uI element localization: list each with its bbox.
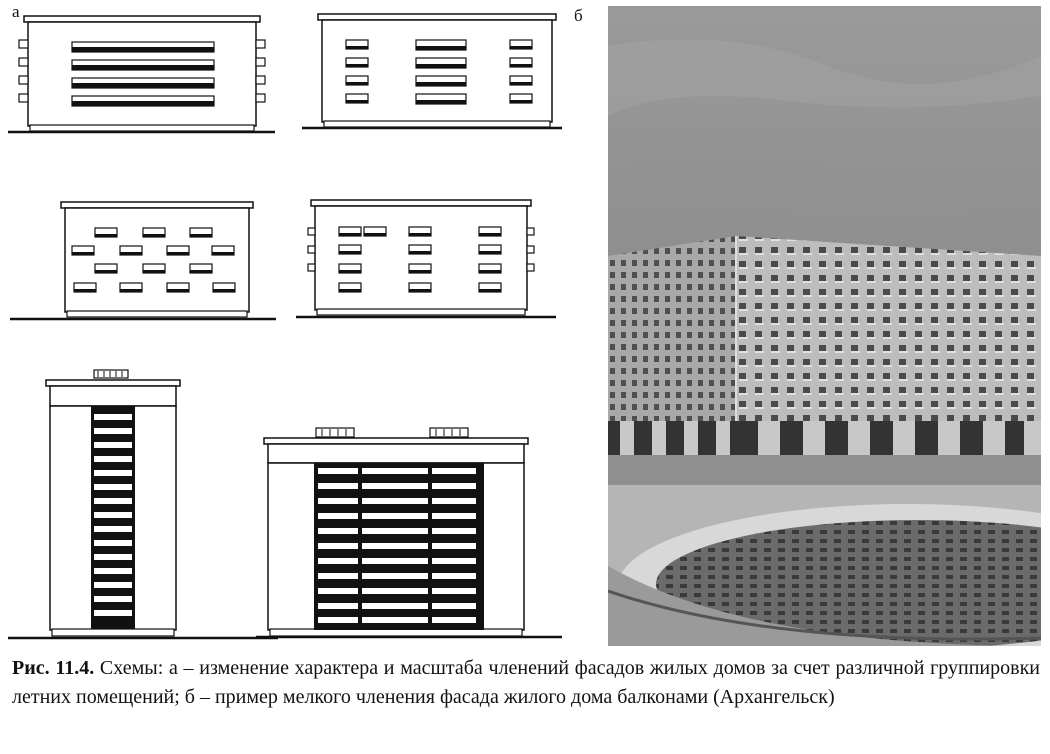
facade-scheme-3 (10, 202, 276, 319)
caption-text: Схемы: а – изменение характера и масштаба членений фасадов жилых домов за счет различной группировки летних помещений; б – пример мелкого членения фасада жилого дома балконами (Архангельск) (12, 657, 1040, 708)
facade-scheme-4 (296, 200, 556, 317)
panel-label-b: б (574, 6, 583, 25)
facade-scheme-6 (256, 428, 562, 637)
facade-scheme-1 (8, 16, 275, 132)
photo-arkhangelsk-building (608, 6, 1041, 646)
figure-caption (12, 654, 1040, 712)
facade-schemes-drawing (0, 0, 600, 645)
panel-label-a: а (12, 2, 20, 21)
facade-scheme-5 (8, 370, 278, 638)
caption-number: Рис. 11.4. (12, 657, 95, 679)
facade-scheme-2 (302, 14, 562, 128)
